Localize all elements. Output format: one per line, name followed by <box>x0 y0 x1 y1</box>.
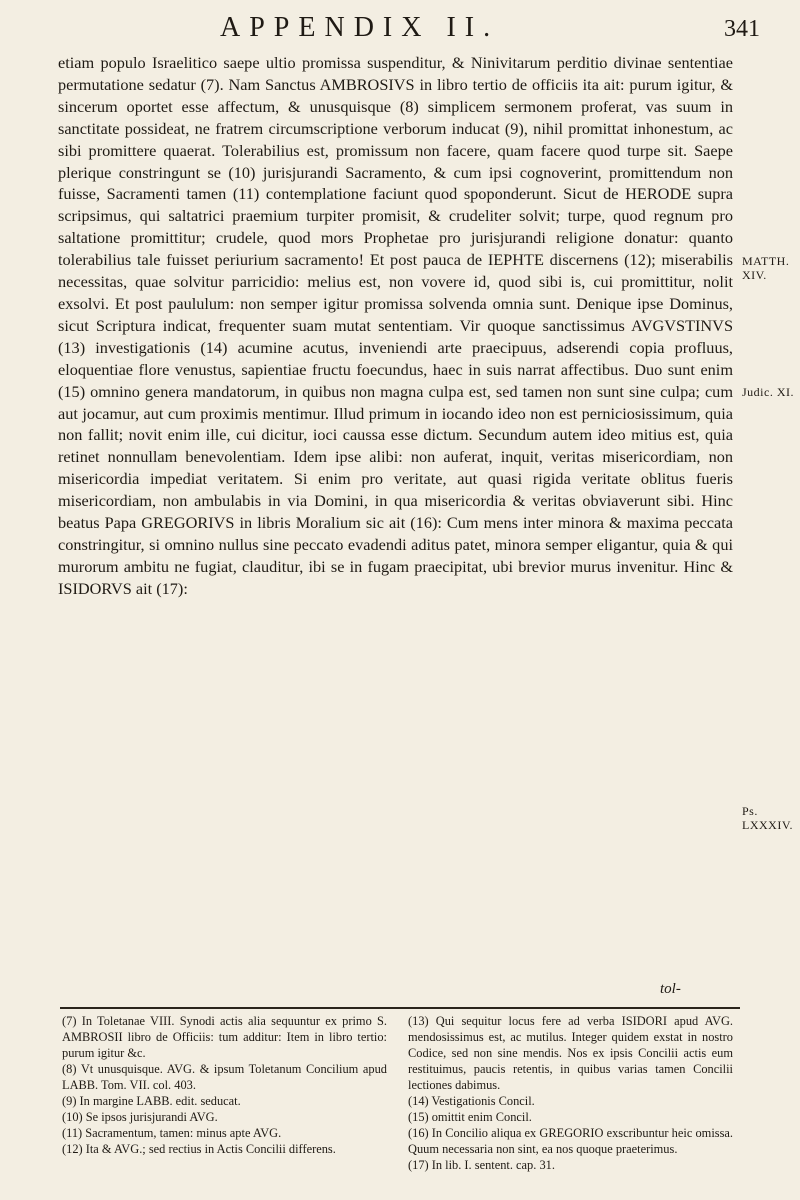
footnote-16: (16) In Concilio aliqua ex GREGORIO exscribuntur heic omissa. Quum necessaria non sint, ea nos quoque praeterimus. <box>408 1126 733 1156</box>
page-header <box>60 12 760 52</box>
margin-note-matthew: MATTH. XIV. <box>742 254 790 282</box>
margin-note-psalms: Ps. LXXXIV. <box>742 804 793 832</box>
running-title: APPENDIX II. <box>220 12 500 43</box>
margin-note-judges: Judic. XI. <box>742 385 794 399</box>
footnote-divider <box>60 1007 740 1009</box>
footnote-13: (13) Qui sequitur locus fere ad verba ISIDORI apud AVG. mendosissimus est, ac mutilus. Integer quidem exstat in nostro Codice, sed non sine mendis. Nos ex ipsis Concilii actis eum restituimus, paucis retentis, in quibus varias tamen Concilii lectiones dabimus. <box>408 1014 733 1092</box>
footnote-8: (8) Vt unusquisque. AVG. & ipsum Toletanum Concilium apud LABB. Tom. VII. col. 403. <box>62 1062 387 1092</box>
footnote-15: (15) omittit enim Concil. <box>408 1110 532 1124</box>
footnote-7: (7) In Toletanae VIII. Synodi actis alia sequuntur ex primo S. AMBROSII libro de Officiis: tum additur: Item in libro tertio: purum igitur &c. <box>62 1014 387 1060</box>
footnote-9: (9) In margine LABB. edit. seducat. <box>62 1094 241 1108</box>
main-text <box>58 52 733 600</box>
footnote-11: (11) Sacramentum, tamen: minus apte AVG. <box>62 1126 282 1140</box>
catchword: tol- <box>660 981 681 997</box>
footnote-17: (17) In lib. I. sentent. cap. 31. <box>408 1158 555 1172</box>
footnote-14: (14) Vestigationis Concil. <box>408 1094 535 1108</box>
page-number: 341 <box>724 16 760 42</box>
footnotes-right-column <box>408 1013 733 1173</box>
footnote-10: (10) Se ipsos jurisjurandi AVG. <box>62 1110 218 1124</box>
footnote-12: (12) Ita & AVG.; sed rectius in Actis Concilii differens. <box>62 1142 336 1156</box>
main-paragraph: etiam populo Israelitico saepe ultio promissa suspenditur, & Ninivitarum perditio divinae sententiae permutatione sedatur (7). Nam Sanctus AMBROSIVS in libro tertio de officiis ita ait: purum igitur, & sincerum oportet esse affectum, & unusquisque (8) simplicem sermonem proferat, vas suum in sanctitate possideat, ne fratrem circumscriptione verborum inducat (9), nihil promittat inhonestum, ac sibi promittere quaerat. Tolerabilius est, promissum non facere, quam facere quod turpe sit. Saepe plerique constringunt se (10) jurisjurandi Sacramento, & cum ipsi cognoverint, promittendum non fuisse, Sacramenti tamen (11) contemplatione faciunt quod spoponderunt. Sicut de HERODE supra scripsimus, qui saltatrici praemium turpiter promisit, & crudeliter solvit; turpe, quod regnum pro saltatione promittitur; crudele, quod mors Prophetae pro jurisjurandi religione donatur: quanto tolerabilius tale fuisset periurium sacramento! Et post pauca de IEPHTE discernens (12); miserabilis necessitas, quae solvitur parricidio: melius est, non vovere id, quod sibi is, cui promittitur, nolit exsolvi. Et post paululum: non semper igitur promissa solvenda omnia sunt. Denique ipse Dominus, sicut Scriptura indicat, frequenter suam mutat sententiam. Vir quoque sanctissimus AVGVSTINVS (13) investigationis (14) acumine acutus, inveniendi arte praecipuus, adserendi copia profluus, eloquentiae flore venustus, sapientiae fructu foecundus, haec in suis narrat affectibus. Duo sunt enim (15) omnino genera mandatorum, in quibus non magna culpa est, sed tamen non sunt sine culpa; cum aut jocamur, aut cum proximis mentimur. Illud primum in iocando ideo non est perniciosissimum, quia non fallit; novit enim ille, cui dicitur, ioci caussa esse dictum. Secundum autem ideo mitius est, quia retinet nonnullam benevolentiam. Idem ipse alibi: non auferat, inquit, veritas misericordiam, non misericordia impediat veritatem. Si enim pro veritate, aut quasi rigida veritate oblitus fueris misericordiam, non ambulabis in via Domini, in qua misericordia & veritas obviaverunt sibi. Hinc beatus Papa GREGORIVS in libris Moralium sic ait (16): Cum mens inter minora & maxima peccata constringitur, si omnino nullus sine peccato evadendi aditus patet, minora semper eligantur, quia & qui murorum ambitu ne fugiat, clauditur, ibi se in fugam praecipitat, ubi brevior murus invenitur. Hinc & ISIDORVS ait (17): <box>58 53 733 598</box>
footnotes-left-column <box>62 1013 387 1157</box>
